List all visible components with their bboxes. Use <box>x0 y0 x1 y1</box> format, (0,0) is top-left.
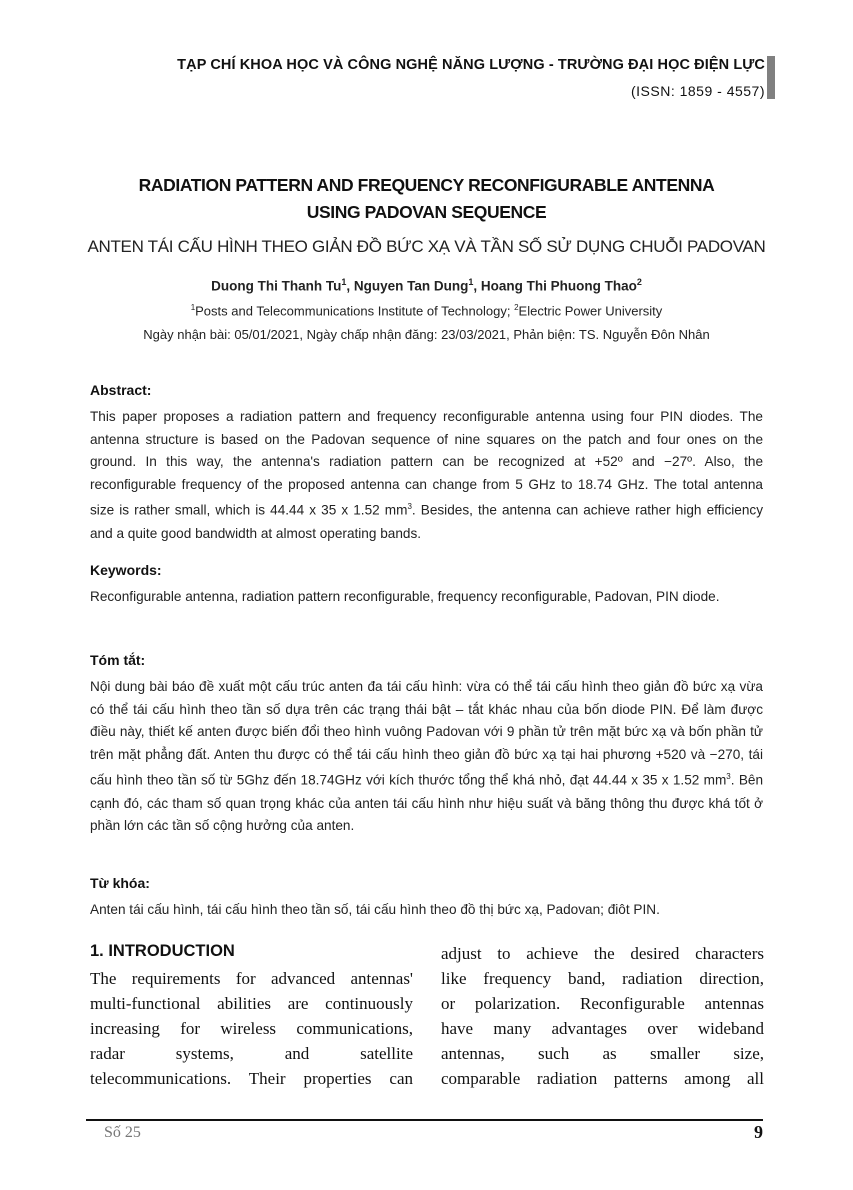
footer-issue-number: Số 25 <box>104 1124 141 1141</box>
text-line: or polarization. Reconfigurable antennas <box>441 994 764 1013</box>
journal-issn: (ISSN: 1859 - 4557) <box>630 83 765 99</box>
introduction-heading: 1. INTRODUCTION <box>90 942 235 960</box>
vietnamese-abstract-section <box>90 650 763 838</box>
vietnamese-abstract-heading: Tóm tắt: <box>90 652 146 668</box>
text-line: comparable radiation patterns among all <box>441 1069 764 1088</box>
superscript: 3 <box>726 772 731 782</box>
journal-name: TẠP CHÍ KHOA HỌC VÀ CÔNG NGHỆ NĂNG LƯỢNG - TRƯỜNG ĐẠI HỌC ĐIỆN LỰC <box>177 57 765 73</box>
vietnamese-abstract-text <box>90 676 763 838</box>
keywords-heading: Keywords: <box>90 562 162 578</box>
text-line: radar systems, and satellite <box>90 1044 413 1063</box>
vietnamese-keywords-section <box>90 873 763 922</box>
vietnamese-keywords-text: Anten tái cấu hình, tái cấu hình theo tần số, tái cấu hình theo đồ thị bức xạ, Padovan; điôt PIN. <box>90 902 660 917</box>
text-line: like frequency band, radiation direction, <box>441 969 764 988</box>
journal-header <box>177 55 765 101</box>
english-title-line-2: USING PADOVAN SEQUENCE <box>306 202 547 222</box>
author-separator: , <box>473 278 481 294</box>
english-title-line-1: RADIATION PATTERN AND FREQUENCY RECONFIGURABLE ANTENNA <box>138 175 715 195</box>
text-line: increasing for wireless communications, <box>90 1019 413 1038</box>
text-line: telecommunications. Their properties can <box>90 1069 413 1088</box>
submission-dates: Ngày nhận bài: 05/01/2021, Ngày chấp nhận đăng: 23/03/2021, Phản biện: TS. Nguyễn Đôn Nhân <box>143 327 710 342</box>
text-line: multi-functional abilities are continuously <box>90 994 413 1013</box>
footer-divider <box>86 1119 763 1121</box>
introduction-column-right <box>441 941 764 1091</box>
author-separator: , <box>346 278 354 294</box>
author-affil-mark: 1 <box>468 277 474 287</box>
author-name: Duong Thi Thanh Tu <box>211 278 342 294</box>
vietnamese-title: ANTEN TÁI CẤU HÌNH THEO GIẢN ĐỒ BỨC XẠ VÀ TẦN SỐ SỬ DỤNG CHUỖI PADOVAN <box>87 237 766 256</box>
author-list <box>0 272 853 297</box>
author-affil-mark: 1 <box>341 277 347 287</box>
vietnamese-abstract-part: . Bên cạnh đó, các tham số quan trọng khác của anten tái cấu hình như hiệu suất và băng thông thu được khá tốt ở phần lớn các tần số cộng hưởng của anten. <box>90 772 764 834</box>
superscript: 3 <box>407 502 412 512</box>
keywords-text: Reconfigurable antenna, radiation pattern reconfigurable, frequency reconfigurable, Padovan, PIN diode. <box>90 589 720 604</box>
abstract-section <box>90 380 763 545</box>
text-line: have many advantages over wideband <box>441 1019 764 1038</box>
text-line: The requirements for advanced antennas' <box>90 969 413 988</box>
affiliations <box>0 298 853 321</box>
introduction-column-left <box>90 966 413 1091</box>
author-name: Hoang Thi Phuong Thao <box>480 278 637 294</box>
affiliation: Electric Power University <box>518 303 663 319</box>
author-name: Nguyen Tan Dung <box>353 278 469 294</box>
abstract-text-part: This paper proposes a radiation pattern and frequency reconfigurable antenna using four PIN diodes. The antenna structure is based on the Padovan sequence of nine squares on the patch and four ones on the ground. In this way, the antenna's radiation pattern can be recognized at +52º and −27º. Also, the reconfigurable frequency of the proposed antenna can change from 5 GHz to 18.74 GHz. The total antenna size is rather small, which is 44.44 x 35 x 1.52 mm <box>90 409 763 518</box>
abstract-heading: Abstract: <box>90 382 152 398</box>
english-title <box>0 172 853 226</box>
vietnamese-abstract-part: Nội dung bài báo đề xuất một cấu trúc anten đa tái cấu hình: vừa có thể tái cấu hình theo giản đồ bức xạ vừa có thể tái cấu hình theo tần số dựa trên các trạng thái bật – tắt khác nhau của bốn diode PIN. Để làm được điều này, thiết kế anten được biến đổi theo hình vuông Padovan với 9 phần tử trên mặt bức xạ và bốn phần tử trên mặt phẳng đất. Anten thu được có thể tái cấu hình theo giản đồ bức xạ tại hai phương +520 và −270, tái cấu hình theo tần số từ 5Ghz đến 18.74GHz với kích thước tổng thể khá nhỏ, đạt 44.44 x 35 x 1.52 mm <box>90 679 763 788</box>
affiliation: Posts and Telecommunications Institute of Technology; <box>195 303 515 319</box>
text-line: antennas, such as smaller size, <box>441 1044 764 1063</box>
vietnamese-keywords-heading: Từ khóa: <box>90 875 150 891</box>
affil-mark: 2 <box>514 303 519 312</box>
affil-mark: 1 <box>190 303 196 312</box>
keywords-section <box>90 560 763 609</box>
abstract-text-part: . Besides, the antenna can achieve rather high efficiency and a quite good bandwidth at almost operating bands. <box>90 502 763 541</box>
abstract-text <box>90 406 763 545</box>
text-line: adjust to achieve the desired characters <box>441 944 764 963</box>
author-affil-mark: 2 <box>636 277 642 287</box>
page-number: 9 <box>754 1122 763 1142</box>
header-accent-bar <box>767 56 775 99</box>
